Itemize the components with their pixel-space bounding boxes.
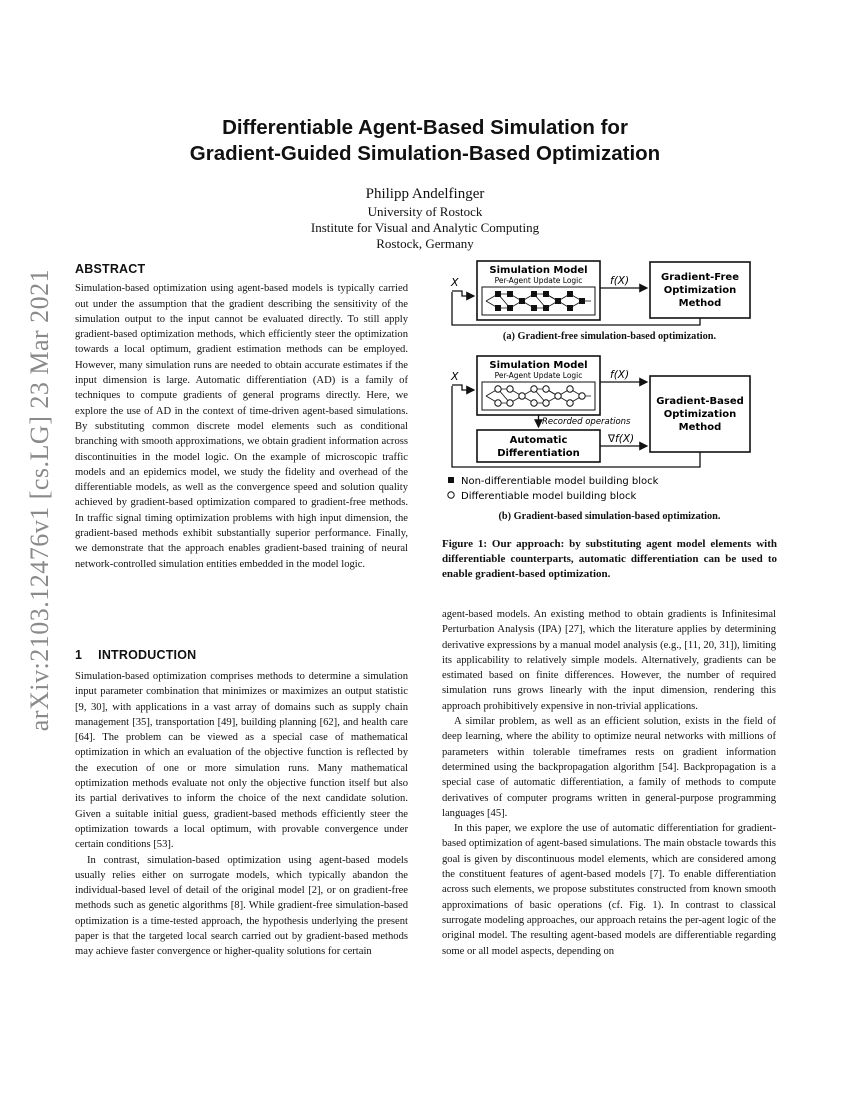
fig-b-input-label: X (451, 370, 459, 383)
intro-body (75, 669, 408, 960)
legend-circle-label: Differentiable model building block (461, 491, 637, 502)
paper-title (0, 115, 850, 167)
fig-a-input-label: X (451, 276, 459, 289)
arxiv-identifier: arXiv:2103.12476v1 [cs.LG] 23 Mar 2021 (25, 268, 54, 732)
fig-b-opt-line1: Gradient-Based (656, 396, 744, 407)
right-paragraph-3: In this paper, we explore the use of automatic differentiation for gradient-based optimization of agent-based simulations. The main obstacle towards this goal is given by discontinuous model elements, which are considered among the constituent features of agent-based models [7]. To enable differentiation across such elements, we propose substitutes constructed from known smooth approximations of basic operations (cf. Fig. 1). In contrast to classical surrogate modeling approaches, our approach retains the per-agent logic of the original model. The resulting agent-based models are differentiable regarding some or all model aspects, depending on (442, 823, 776, 957)
author-block (0, 184, 850, 252)
arxiv-sidebar (20, 268, 60, 732)
fig-b-sim-subtitle: Per-Agent Update Logic (494, 371, 583, 380)
author-affiliation-2: Institute for Visual and Analytic Computing (310, 220, 540, 235)
intro-paragraph-2: In contrast, simulation-based optimization using agent-based models usually relies either on surrogate models, which typically abandon the individual-based level of detail of the original model [2], or on gradient-free methods such as genetic algorithms [8]. While gradient-free simulation-based optimization is a time-tested approach, the hypothesis underlying the present paper is that the targeted local search carried out by gradient-based methods may achieve faster convergence or higher-quality solutions for certain (75, 854, 408, 958)
figure-b-diagram (448, 356, 750, 502)
figure-1-caption: Figure 1: Our approach: by substituting agent model elements with differentiable counterparts, automatic differentiation can be used to enable gradient-based optimization. (442, 538, 777, 580)
fig-b-output-label: f(X) (610, 369, 630, 381)
fig-a-sim-title: Simulation Model (489, 265, 588, 276)
figure-1-diagram (442, 258, 782, 510)
fig-b-opt-line3: Method (678, 422, 722, 433)
legend-circle-icon (448, 492, 454, 498)
title-line-1: Differentiable Agent-Based Simulation for (222, 116, 628, 139)
author-affiliation-1: University of Rostock (367, 204, 483, 219)
fig-b-sim-title: Simulation Model (489, 360, 588, 371)
fig-b-ad-line2: Differentiation (497, 448, 580, 459)
right-paragraph-2: A similar problem, as well as an efficient solution, exists in the field of deep learning, where the ability to optimize neural networks with millions of parameters within tolerable timeframes rests on gradient information determined using the backpropagation algorithm [54]. Backpropagation is a special case of automatic differentiation, a family of methods to compute derivatives of computer programs written in general-purpose programming languages [45]. (442, 716, 776, 819)
legend-square-icon (448, 477, 454, 483)
figure-a-diagram (450, 261, 750, 325)
title-line-2: Gradient-Guided Simulation-Based Optimization (189, 142, 661, 165)
abstract-section (75, 262, 408, 572)
right-paragraph-1: agent-based models. An existing method to obtain gradients is Infinitesimal Perturbation Analysis (IPA) [27], which the literature applies by determining derivative expressions by a manual model analysis (e.g., [11, 20, 31]), limiting its applicability to relatively simple models. Alternatively, gradients can be estimated based on finite differences. However, the number of required simulation runs grows linearly with the input dimension, rendering this approach prohibitively expensive in non-trivial applications. (442, 609, 776, 712)
fig-b-ad-line1: Automatic (509, 435, 568, 446)
intro-heading (75, 648, 196, 662)
author-affiliation-3: Rostock, Germany (376, 236, 474, 251)
author-name: Philipp Andelfinger (365, 186, 485, 202)
fig-b-opt-line2: Optimization (663, 409, 737, 420)
fig-a-opt-line2: Optimization (663, 285, 737, 296)
intro-title: INTRODUCTION (98, 648, 197, 662)
legend-square-label: Non-differentiable model building block (461, 476, 659, 487)
figure-b-caption: (b) Gradient-based simulation-based optimization. (498, 511, 721, 522)
fig-a-opt-line3: Method (678, 298, 722, 309)
fig-a-output-label: f(X) (610, 275, 630, 287)
abstract-heading: ABSTRACT (75, 262, 146, 276)
figure-a-caption: (a) Gradient-free simulation-based optimization. (502, 331, 717, 342)
fig-b-gradient-label: ∇f(X) (608, 433, 635, 445)
fig-b-recorded-ops: Recorded operations (542, 417, 631, 427)
abstract-text: Simulation-based optimization using agent-based models is typically carried out under the assumption that the gradient describing the sensitivity of the simulation output to the input cannot be evaluated directly. To still apply gradient-based optimization methods, which efficiently steer the optimization towards a local optimum, gradient estimation methods can be employed. However, many simulation runs are needed to obtain accurate estimates if the input dimension is large. Automatic differentiation (AD) is a family of techniques to compute gradients of general programs directly. Here, we explore the use of AD in the context of time-driven agent-based simulations. By substituting common discrete model elements such as conditional branching with smooth approximations, we obtain gradient information across discontinuities in the model logic. On the example of microscopic traffic models and an epidemics model, we study the fidelity and overhead of the differentiable models, as well as the convergence speed and solution quality achieved by gradient-based optimization compared to gradient-free methods. In traffic signal timing optimization problems with high input dimension, the gradient-based methods exhibit substantially superior performance. Finally, we demonstrate that the approach enables gradient-based training of neural network-controlled simulation entities embedded in the model logic. (75, 283, 408, 570)
fig-a-opt-line1: Gradient-Free (661, 272, 739, 283)
fig-a-sim-subtitle: Per-Agent Update Logic (494, 276, 583, 285)
intro-number: 1 (75, 648, 83, 662)
intro-paragraph-1: Simulation-based optimization comprises methods to determine a simulation input parameter combination that minimizes or maximizes an output statistic [9, 30], with applications in a vast array of domains such as supply chain management [35], transportation [49], building planning [62], and health care [64]. The problem can be viewed as a special case of mathematical optimization in which an evaluation of the objective function is reflected by the execution of one or more simulation runs. Many mathematical optimization methods evaluate not only the objective function itself but also its partial derivatives to inform the choice of the next candidate solution. Given a suitable initial guess, gradient-based methods efficiently steer the optimization towards a local optimum, with provable convergence under certain conditions [53]. (75, 671, 408, 851)
right-column-body (442, 607, 776, 959)
